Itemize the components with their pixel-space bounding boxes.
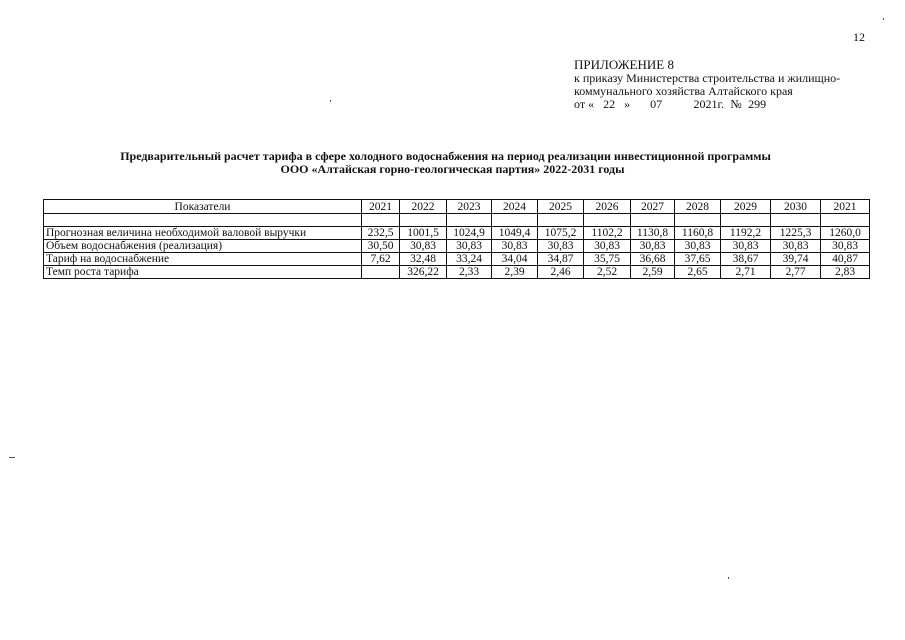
value-cell: 32,48 <box>400 253 447 266</box>
order-year: 2021г. <box>693 97 725 111</box>
order-close: » <box>624 97 631 111</box>
table-spacer-row <box>44 214 870 227</box>
value-cell: 2,39 <box>492 266 538 279</box>
value-cell: 30,83 <box>631 240 675 253</box>
header-cell: 2023 <box>447 200 492 214</box>
value-cell: 1130,8 <box>631 227 675 240</box>
value-cell: 1024,9 <box>447 227 492 240</box>
value-cell: 33,24 <box>447 253 492 266</box>
value-cell: 30,83 <box>771 240 821 253</box>
header-cell: 2029 <box>721 200 771 214</box>
header-cell: 2024 <box>492 200 538 214</box>
value-cell: 2,59 <box>631 266 675 279</box>
scan-mark <box>883 18 884 20</box>
page-number: 12 <box>853 30 865 44</box>
spacer-cell <box>771 214 821 227</box>
order-month: 07 <box>650 97 663 111</box>
value-cell: 36,68 <box>631 253 675 266</box>
value-cell: 37,65 <box>675 253 721 266</box>
header-cell: Показатели <box>44 200 362 214</box>
value-cell: 34,87 <box>538 253 584 266</box>
scan-mark <box>330 100 331 102</box>
table-row <box>44 266 870 279</box>
scan-mark <box>9 457 15 458</box>
spacer-cell <box>721 214 771 227</box>
value-cell: 1049,4 <box>492 227 538 240</box>
value-cell: 35,75 <box>584 253 631 266</box>
value-cell: 1102,2 <box>584 227 631 240</box>
row-label: Прогнозная величина необходимой валовой выручки <box>44 227 362 240</box>
value-cell: 30,83 <box>675 240 721 253</box>
value-cell: 232,5 <box>362 227 400 240</box>
value-cell: 30,83 <box>492 240 538 253</box>
value-cell: 326,22 <box>400 266 447 279</box>
spacer-cell <box>400 214 447 227</box>
value-cell: 40,87 <box>821 253 870 266</box>
appendix-block <box>574 58 840 111</box>
header-cell: 2027 <box>631 200 675 214</box>
value-cell: 2,33 <box>447 266 492 279</box>
scan-mark <box>728 577 729 579</box>
spacer-cell <box>492 214 538 227</box>
tariff-table <box>43 199 870 279</box>
header-cell: 2025 <box>538 200 584 214</box>
value-cell: 1225,3 <box>771 227 821 240</box>
spacer-cell <box>447 214 492 227</box>
value-cell: 30,83 <box>721 240 771 253</box>
order-number-label: № <box>730 97 742 111</box>
spacer-cell <box>821 214 870 227</box>
document-title <box>0 150 905 176</box>
value-cell: 30,83 <box>584 240 631 253</box>
value-cell: 34,04 <box>492 253 538 266</box>
spacer-cell <box>584 214 631 227</box>
title-line-1: Предварительный расчет тарифа в сфере холодного водоснабжения на период реализации инвестиционной программы <box>120 149 771 163</box>
order-prefix: от « <box>574 97 595 111</box>
value-cell: 2,71 <box>721 266 771 279</box>
header-cell: 2021 <box>362 200 400 214</box>
value-cell: 30,83 <box>400 240 447 253</box>
appendix-heading: ПРИЛОЖЕНИЕ 8 <box>574 57 674 72</box>
header-cell: 2030 <box>771 200 821 214</box>
value-cell: 38,67 <box>721 253 771 266</box>
table-row <box>44 253 870 266</box>
title-line-2: ООО «Алтайская горно-геологическая партия» 2022-2031 годы <box>280 162 625 176</box>
value-cell: 30,50 <box>362 240 400 253</box>
value-cell: 30,83 <box>821 240 870 253</box>
value-cell: 1001,5 <box>400 227 447 240</box>
appendix-line-1: к приказу Министерства строительства и жилищно- <box>574 71 841 85</box>
value-cell: 2,52 <box>584 266 631 279</box>
value-cell: 30,83 <box>447 240 492 253</box>
value-cell <box>362 266 400 279</box>
header-cell: 2022 <box>400 200 447 214</box>
value-cell: 2,65 <box>675 266 721 279</box>
value-cell: 1260,0 <box>821 227 870 240</box>
spacer-cell <box>675 214 721 227</box>
spacer-cell <box>631 214 675 227</box>
order-number: 299 <box>748 97 767 111</box>
header-cell: 2021 <box>821 200 870 214</box>
value-cell: 7,62 <box>362 253 400 266</box>
table-row <box>44 240 870 253</box>
appendix-line-2: коммунального хозяйства Алтайского края <box>574 84 793 98</box>
value-cell: 1192,2 <box>721 227 771 240</box>
value-cell: 2,46 <box>538 266 584 279</box>
row-label: Тариф на водоснабжение <box>44 253 362 266</box>
order-day: 22 <box>603 97 616 111</box>
value-cell: 39,74 <box>771 253 821 266</box>
spacer-cell <box>44 214 362 227</box>
value-cell: 1075,2 <box>538 227 584 240</box>
header-cell: 2026 <box>584 200 631 214</box>
row-label: Темп роста тарифа <box>44 266 362 279</box>
table-row <box>44 227 870 240</box>
value-cell: 2,83 <box>821 266 870 279</box>
spacer-cell <box>538 214 584 227</box>
order-line <box>574 98 840 111</box>
row-label: Объем водоснабжения (реализация) <box>44 240 362 253</box>
value-cell: 1160,8 <box>675 227 721 240</box>
header-cell: 2028 <box>675 200 721 214</box>
value-cell: 30,83 <box>538 240 584 253</box>
table-header-row <box>44 200 870 214</box>
spacer-cell <box>362 214 400 227</box>
value-cell: 2,77 <box>771 266 821 279</box>
